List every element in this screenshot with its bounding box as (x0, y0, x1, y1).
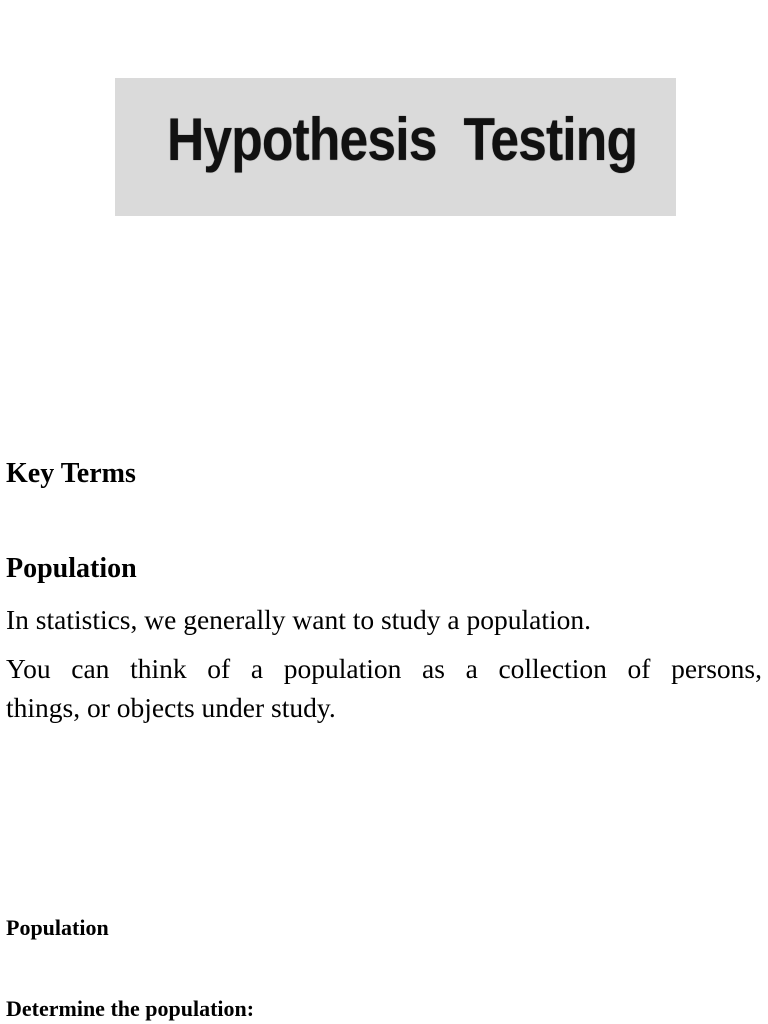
key-terms-heading: Key Terms (6, 458, 136, 489)
determine-population-heading: Determine the population: (6, 996, 255, 1021)
paragraph-study-population: In statistics, we generally want to study a population. (6, 604, 592, 635)
paragraph-line: things, or objects under study. (6, 692, 336, 723)
population-heading: Population (6, 553, 137, 584)
population-subheading: Population (6, 915, 109, 940)
paragraph-line: You can think of a population as a collection of persons, (6, 653, 762, 684)
paragraph-population-definition (6, 649, 762, 727)
title-banner (115, 78, 676, 216)
document-title: Hypothesis Testing (167, 106, 638, 173)
